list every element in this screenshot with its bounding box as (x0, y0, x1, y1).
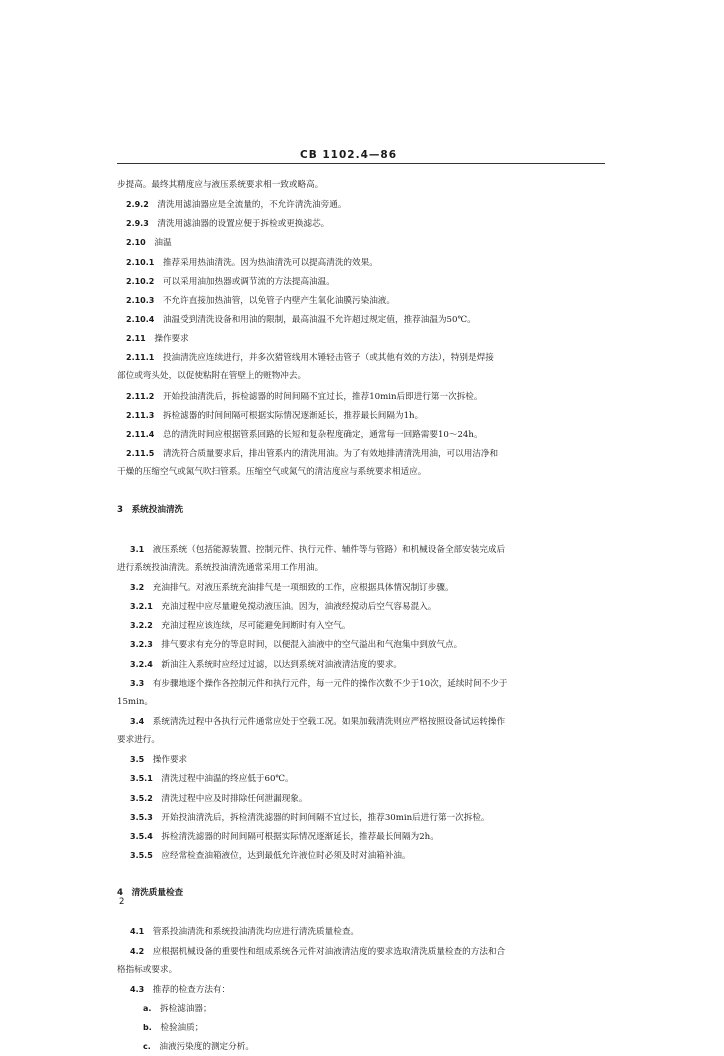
text-line (117, 808, 607, 827)
text-line (117, 482, 607, 501)
text-line (117, 348, 607, 367)
text-line (117, 1018, 607, 1037)
clause-text: 清洗过程中应及时排除任何泄漏现象。 (161, 793, 308, 804)
body-text (117, 176, 607, 1056)
text-line (117, 674, 607, 693)
text-line (117, 884, 607, 903)
clause-number: 4 (117, 888, 123, 899)
text-line (117, 942, 607, 961)
text-line (117, 712, 607, 731)
clause-number: 3.4 (130, 716, 145, 726)
clause-text: 排气要求有充分的等息时间，以便混入油液中的空气溢出和气泡集中到放气点。 (161, 640, 463, 651)
clause-text: 15min。 (117, 696, 153, 707)
text-line (117, 922, 607, 941)
clause-text: 拆检滤油器； (160, 1004, 212, 1015)
clause-number: 2.10.4 (126, 314, 155, 324)
clause-number: 2.9.3 (126, 219, 149, 229)
clause-number: 3.5.4 (130, 831, 153, 841)
text-line (117, 578, 607, 597)
text-line (117, 655, 607, 674)
text-line (117, 521, 607, 540)
clause-number: c. (143, 1042, 151, 1052)
clause-text: 清洗质量检查 (131, 888, 184, 899)
clause-number: 3.2 (130, 582, 145, 592)
text-line (117, 846, 607, 865)
text-line (117, 693, 607, 712)
clause-number: 3.5.5 (130, 850, 153, 860)
clause-text: 液压系统（包括能源装置、控制元件、执行元件、辅件等与管路）和机械设备全部安装完成后 (152, 544, 506, 555)
text-line (117, 540, 607, 559)
clause-number: 3.1 (130, 544, 145, 554)
text-line (117, 253, 607, 272)
clause-text: 清洗符合质量要求后，排出管系内的清洗用油。为了有效地排清清洗用油，可以用洁净和 (162, 448, 499, 459)
text-line (117, 233, 607, 252)
clause-text: 干燥的压缩空气或氮气吹扫管系。压缩空气或氮气的清洁度应与系统要求相适应。 (117, 467, 427, 478)
clause-text: 油液污染度的测定分析。 (159, 1042, 254, 1053)
text-line (117, 559, 607, 578)
text-line (117, 329, 607, 348)
text-line (117, 731, 607, 750)
text-line (117, 195, 607, 214)
clause-number: b. (143, 1023, 152, 1033)
text-line (117, 769, 607, 788)
clause-number: 2.10 (126, 238, 146, 248)
clause-text: 部位或弯头处，以促使粘附在管壁上的赃物冲去。 (117, 371, 307, 382)
clause-text: 拆检滤器的时间间隔可根据实际情况逐渐延长，推荐最长间隔为1h。 (162, 410, 424, 421)
clause-text: 充油过程应该连续，尽可能避免间断时有入空气。 (161, 621, 351, 632)
clause-number: 3.2.3 (130, 640, 153, 650)
clause-text: 格指标或要求。 (117, 964, 178, 975)
clause-text: 有步骤地逐个操作各控制元件和执行元件，每一元件的操作次数不少于10次，延续时间不少于 (152, 678, 508, 689)
clause-number: 4.1 (130, 927, 145, 937)
clause-number: 3.5.3 (130, 812, 153, 822)
text-line (117, 176, 607, 195)
clause-text: 充油排气。对液压系统充油排气是一项细致的工作，应根据具体情况制订步骤。 (152, 582, 454, 593)
text-line (117, 444, 607, 463)
page-number: 2 (119, 897, 125, 907)
clause-text: 开始投油清洗后，拆检清洗滤器的时间间隔不宜过长，推荐30min后进行第一次拆检。 (161, 812, 490, 823)
text-line (117, 272, 607, 291)
text-line (117, 310, 607, 329)
clause-number: a. (143, 1004, 152, 1014)
clause-number: 4.2 (130, 946, 145, 956)
clause-number: 2.11 (126, 334, 146, 344)
clause-number: 2.10.1 (126, 257, 155, 267)
text-line (117, 406, 607, 425)
clause-number: 4.3 (130, 984, 145, 994)
text-line (117, 865, 607, 884)
text-line (117, 789, 607, 808)
clause-number: 2.10.3 (126, 295, 155, 305)
clause-text: 新油注入系统时应经过过滤，以达到系统对油液清洁度的要求。 (161, 659, 403, 670)
clause-text: 开始投油清洗后，拆检滤器的时间间隔不宜过长，推荐10min后即进行第一次拆检。 (162, 391, 483, 402)
clause-text: 拆检清洗滤器的时间间隔可根据实际情况逐渐延长，推荐最长间隔为2h。 (161, 831, 439, 842)
text-line (117, 999, 607, 1018)
text-line (117, 903, 607, 922)
clause-number: 2.11.3 (126, 410, 155, 420)
clause-text: 步提高。最终其精度应与液压系统要求相一致或略高。 (117, 180, 324, 190)
clause-text: 可以采用油加热器或调节流的方法提高油温。 (162, 276, 335, 287)
text-line (117, 616, 607, 635)
clause-text: 操作要求 (154, 334, 189, 345)
text-line (117, 501, 607, 520)
text-line (117, 291, 607, 310)
header-rule (117, 163, 605, 164)
text-line (117, 635, 607, 654)
standard-code-header: CB 1102.4—86 (300, 149, 397, 161)
clause-number: 3 (117, 505, 123, 516)
clause-text: 油温 (154, 238, 172, 249)
text-line (117, 425, 607, 444)
clause-text: 充油过程中应尽量避免搅动液压油。因为，油液经搅动后空气容易混入。 (161, 602, 437, 613)
text-line (117, 1037, 607, 1056)
clause-number: 3.5 (130, 755, 145, 765)
clause-number: 2.11.5 (126, 448, 155, 458)
clause-number: 2.11.2 (126, 391, 155, 401)
clause-text: 操作要求 (152, 755, 188, 766)
clause-text: 系统清洗过程中各执行元件通常应处于空载工况。如果加载清洗则应严格按照设备试运转操作 (152, 716, 506, 727)
clause-text: 清洗用滤油器应是全流量的，不允许清洗油旁通。 (157, 200, 347, 211)
clause-text: 不允许直接加热油管，以免管子内壁产生氧化油膜污染油液。 (162, 295, 395, 306)
text-line (117, 827, 607, 846)
clause-number: 3.5.2 (130, 793, 153, 803)
text-line (117, 367, 607, 386)
clause-text: 投油清洗应连续进行，并多次猎管线用木锤轻击管子（或其他有效的方法），特别是焊接 (162, 353, 494, 364)
clause-text: 清洗用滤油器的设置应便于拆检或更换滤芯。 (157, 219, 330, 230)
clause-text: 检验油质； (160, 1023, 204, 1034)
clause-number: 3.2.1 (130, 602, 153, 612)
clause-text: 清洗过程中油温的终应低于60℃。 (161, 774, 294, 785)
text-line (117, 980, 607, 999)
clause-text: 应根据机械设备的重要性和组成系统各元件对油液清洁度的要求选取清洗质量检查的方法和合 (152, 946, 506, 957)
text-line (117, 961, 607, 980)
clause-text: 进行系统投油清洗。系统投油清洗通常采用工作用油。 (117, 562, 324, 573)
clause-text: 油温受到清洗设备和用油的限制，最高油温不允许超过规定值，推荐油温为50℃。 (162, 314, 476, 325)
text-line (117, 750, 607, 769)
text-line (117, 387, 607, 406)
clause-number: 3.5.1 (130, 774, 153, 784)
clause-number: 3.3 (130, 678, 145, 688)
clause-number: 2.11.4 (126, 429, 155, 439)
clause-text: 推荐的检查方法有： (152, 984, 231, 995)
text-line (117, 597, 607, 616)
text-line (117, 463, 607, 482)
clause-text: 要求进行。 (117, 735, 160, 746)
clause-text: 推荐采用热油清洗。因为热油清洗可以提高清洗的效果。 (162, 257, 378, 268)
clause-number: 2.9.2 (126, 200, 149, 210)
clause-number: 2.10.2 (126, 276, 155, 286)
clause-number: 3.2.2 (130, 621, 153, 631)
text-line (117, 214, 607, 233)
clause-text: 管系投油清洗和系统投油清洗均应进行清洗质量检查。 (152, 927, 360, 938)
clause-text: 系统投油清洗 (131, 505, 184, 516)
clause-text: 应经常检查油箱液位，达到最低允许液位时必须及时对油箱补油。 (161, 850, 411, 861)
clause-number: 2.11.1 (126, 353, 155, 363)
clause-number: 3.2.4 (130, 659, 153, 669)
clause-text: 总的清洗时间应根据管系回路的长短和复杂程度确定，通常每一回路需要10～24h。 (162, 429, 483, 440)
